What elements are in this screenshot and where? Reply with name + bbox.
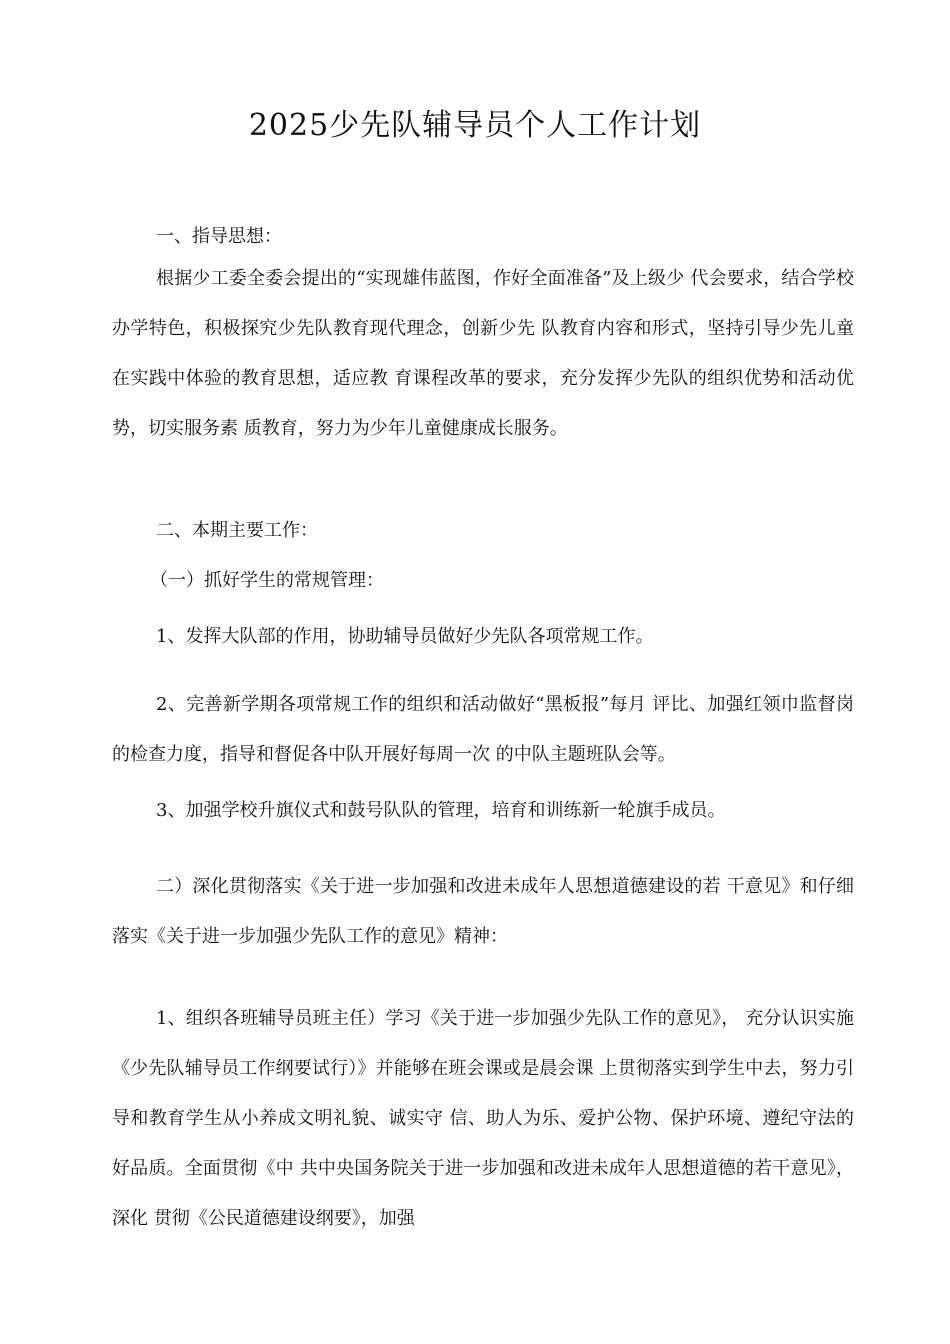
subsection-heading-routine-management: （一）抓好学生的常规管理：	[150, 570, 384, 591]
list-item-1: 1、发挥大队部的作用，协助辅导员做好少先队各项常规工作。	[156, 626, 654, 647]
list-item-4: 1、组织各班辅导员班主任）学习《关于进一步加强少先队工作的意见》， 充分认识实施《少先队辅导员工作纲要试行）》并能够在班会课或是晨会课 上贯彻落实到学生中去，努力引导和教育学生从小养成文明礼貌、诚实守 信、助人为乐、爱护公物、保护环境、遵纪守法的好品质。全面贯彻《中 共中央国务院关于进一步加强和改进未成年人思想道德的若干意见》，深化 贯彻《公民道德建设纲要》，加强	[112, 1008, 854, 1229]
list-item-2: 2、完善新学期各项常规工作的组织和活动做好“黑板报”每月 评比、加强红领巾监督岗的检查力度，指导和督促各中队开展好每周一次 的中队主题班队会等。	[112, 694, 854, 765]
section-heading-guiding-thought: 一、指导思想：	[156, 226, 282, 247]
list-item-3: 3、加强学校升旗仪式和鼓号队队的管理，培育和训练新一轮旗手成员。	[156, 800, 726, 821]
subsection-heading-implementation: 二）深化贯彻落实《关于进一步加强和改进未成年人思想道德建设的若 干意见》和仔细落实《关于进一步加强少先队工作的意见》精神：	[112, 876, 854, 947]
section-heading-main-work: 二、本期主要工作：	[156, 520, 318, 541]
document-title: 2025少先队辅导员个人工作计划	[248, 108, 702, 143]
paragraph-guiding-thought: 根据少工委全委会提出的“实现雄伟蓝图，作好全面准备”及上级少 代会要求，结合学校办学特色，积极探究少先队教育现代理念，创新少先 队教育内容和形式，坚持引导少先儿童在实践中体验的教育思想，适应教 育课程改革的要求，充分发挥少先队的组织优势和活动优势，切实服务素 质教育，努力为少年儿童健康成长服务。	[112, 268, 854, 439]
